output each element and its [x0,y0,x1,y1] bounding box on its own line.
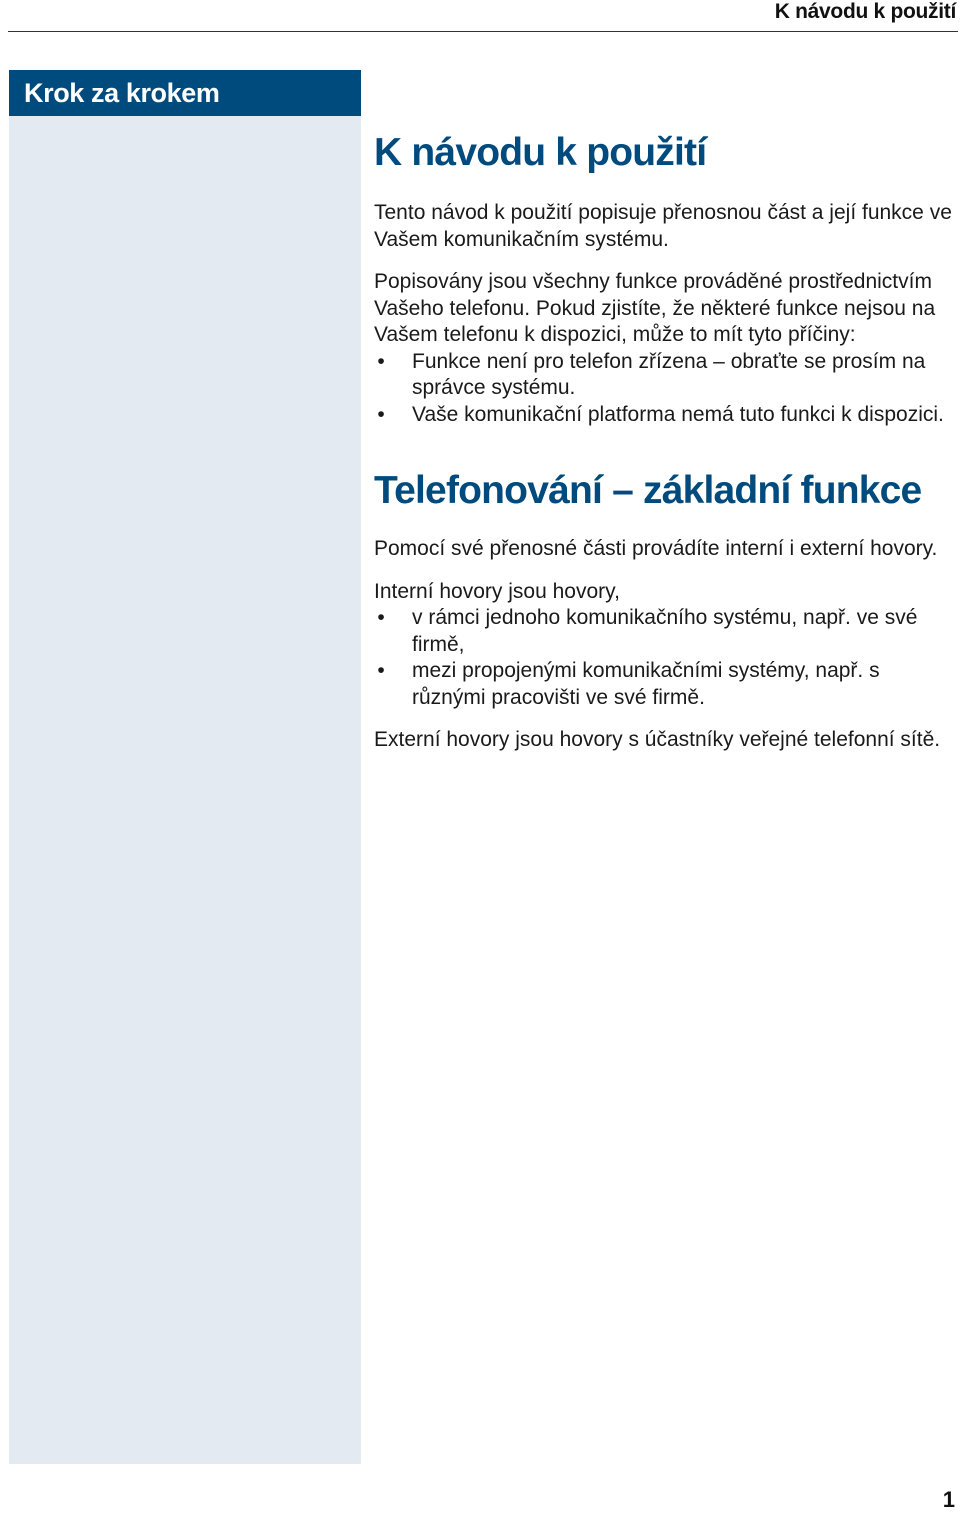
running-header: K návodu k použití [774,0,956,23]
bullet-icon: • [377,659,385,682]
sidebar-title: Krok za krokem [9,70,361,116]
intro-paragraph: Tento návod k použití popisuje přenosnou část a její funkce ve Vašem komunikačním systému. [374,201,952,251]
bullet-icon: • [377,349,385,373]
sidebar-panel [9,70,361,1464]
bullet-icon: • [377,402,385,426]
list-item: • Vaše komunikační platforma nemá tuto funkci k dispozici. [374,402,956,429]
list-item: • mezi propojenými komunikačními systémy, např. s různými pracovišti ve své firmě. [374,658,956,711]
list-item: • v rámci jednoho komunikačního systému, např. ve své firmě, [374,605,956,658]
bullet-icon: • [377,606,385,629]
header-rule [8,31,958,32]
page-number: 1 [942,1487,955,1512]
main-content [374,128,956,770]
causes-list [374,349,956,429]
section-heading-manual: K návodu k použití [374,131,707,174]
internal-calls-list [374,605,956,711]
internal-calls-paragraph: Interní hovory jsou hovory, [374,579,620,603]
list-item: • Funkce není pro telefon zřízena – obraťte se prosím na správce systému. [374,349,956,402]
functions-paragraph: Popisovány jsou všechny funkce prováděné prostřednictvím Vašeho telefonu. Pokud zjistíte, že některé funkce nejsou na Vašem telefonu k dispozici, může to mít tyto příčiny: [374,270,936,346]
external-calls-paragraph: Externí hovory jsou hovory s účastníky veřejné telefonní sítě. [374,728,941,751]
calls-paragraph: Pomocí své přenosné části provádíte interní i externí hovory. [374,537,938,560]
section-heading-telephony: Telefonování – základní funkce [374,469,922,512]
